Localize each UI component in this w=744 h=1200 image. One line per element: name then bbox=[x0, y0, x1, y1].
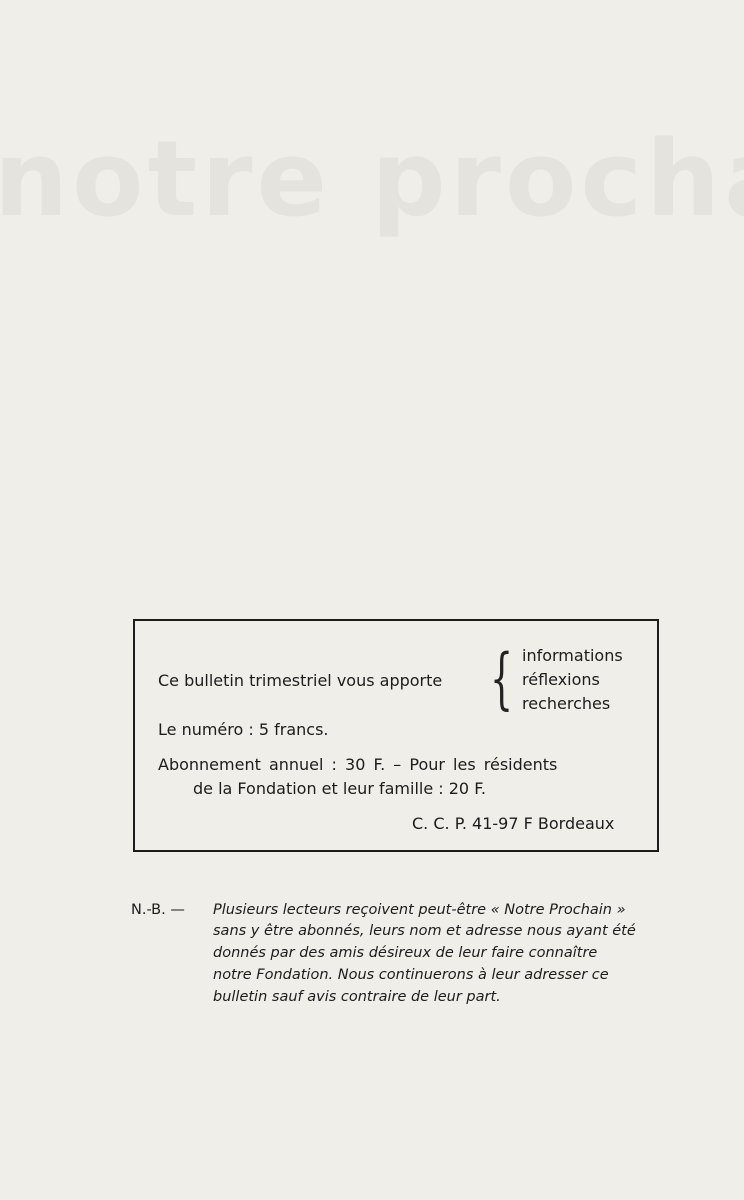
bleed-through-title bbox=[0, 118, 744, 240]
note-line-5: bulletin sauf avis contraire de leur part. bbox=[213, 989, 501, 1005]
issue-price: Le numéro : 5 francs. bbox=[158, 720, 329, 739]
note-line-2: sans y être abonnés, leurs nom et adresse nous ayant été bbox=[213, 923, 636, 939]
box-right-rule bbox=[657, 619, 659, 852]
note-label: N.-B. — bbox=[131, 902, 185, 918]
brace-icon: { bbox=[490, 640, 514, 717]
note-line-1: Plusieurs lecteurs reçoivent peut-être « Notre Prochain » bbox=[213, 902, 626, 918]
topic-informations: informations bbox=[522, 646, 623, 665]
subscription-line-1: Abonnement annuel : 30 F. – Pour les résidents bbox=[158, 755, 558, 774]
subscription-line-2: de la Fondation et leur famille : 20 F. bbox=[193, 779, 486, 798]
topic-recherches: recherches bbox=[522, 694, 611, 713]
box-bottom-rule bbox=[133, 850, 659, 852]
box-top-rule bbox=[133, 619, 659, 621]
topic-reflexions: réflexions bbox=[522, 670, 600, 689]
note-line-3: donnés par des amis désireux de leur faire connaître bbox=[213, 945, 598, 961]
note-line-4: notre Fondation. Nous continuerons à leur adresser ce bbox=[213, 967, 609, 983]
box-left-rule bbox=[133, 619, 135, 852]
bulletin-intro: Ce bulletin trimestriel vous apporte bbox=[158, 671, 443, 690]
ccp-account: C. C. P. 41-97 F Bordeaux bbox=[412, 814, 615, 833]
